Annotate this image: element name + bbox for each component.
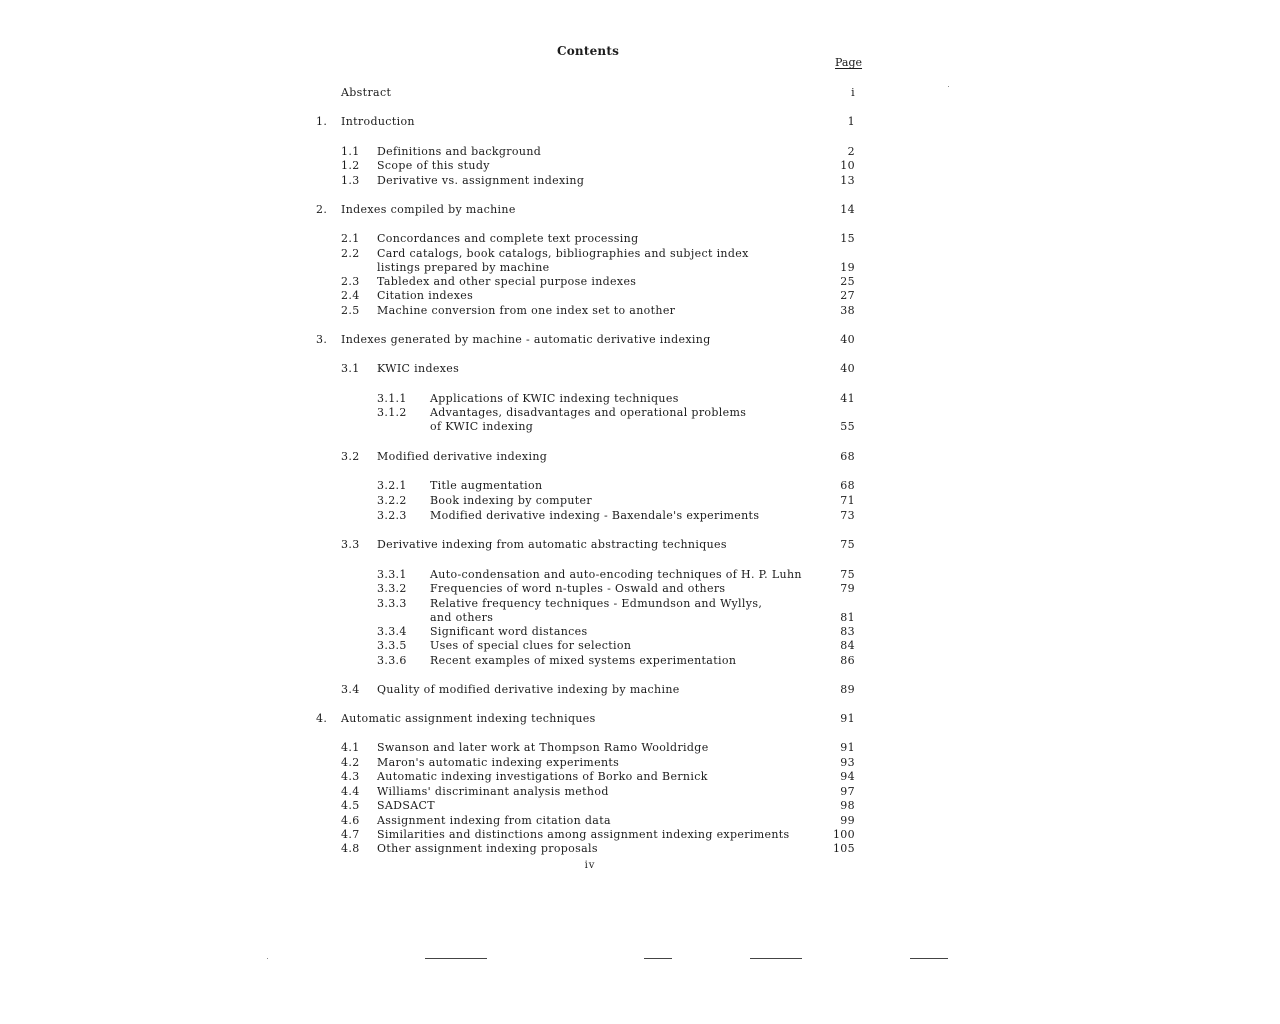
toc-page-number: 14 (840, 203, 855, 216)
toc-page-number: 91 (840, 712, 855, 725)
toc-page-number: 25 (840, 275, 855, 288)
toc-entry[interactable] (0, 159, 1280, 173)
toc-page-number: 86 (840, 654, 855, 667)
toc-page-number: 100 (832, 828, 855, 841)
toc-section-number: 1.2 (341, 159, 360, 172)
toc-section-title: Quality of modified derivative indexing by machine (377, 683, 680, 696)
toc-section-number: 4.1 (341, 741, 360, 754)
toc-section-number: 1. (316, 115, 328, 128)
toc-section-title: Derivative indexing from automatic abstracting techniques (377, 538, 727, 551)
toc-entry[interactable] (0, 828, 1280, 842)
toc-section-title: Williams' discriminant analysis method (377, 785, 609, 798)
toc-section-title: Scope of this study (377, 159, 490, 172)
toc-page-number: 13 (840, 174, 855, 187)
toc-entry[interactable] (0, 247, 1280, 274)
toc-section-number: 4.5 (341, 799, 360, 812)
toc-section-number: 4.2 (341, 756, 360, 769)
toc-entry[interactable] (0, 509, 1280, 523)
scan-artifact-rule (750, 958, 802, 959)
toc-page-number: 10 (840, 159, 855, 172)
toc-section-title: Recent examples of mixed systems experimentation (430, 654, 737, 667)
toc-entry[interactable] (0, 203, 1280, 217)
toc-entry[interactable] (0, 494, 1280, 508)
toc-page-number: 73 (840, 509, 855, 522)
toc-section-title: Indexes compiled by machine (341, 203, 516, 216)
toc-section-title: Book indexing by computer (430, 494, 593, 507)
toc-entry[interactable] (0, 654, 1280, 668)
toc-section-title: Assignment indexing from citation data (377, 814, 611, 827)
toc-section-number: 3.3.1 (377, 568, 407, 581)
toc-entry[interactable] (0, 597, 1280, 624)
toc-entry[interactable] (0, 639, 1280, 653)
toc-entry[interactable] (0, 538, 1280, 552)
toc-entry[interactable] (0, 406, 1280, 433)
toc-page-number: 98 (840, 799, 855, 812)
toc-section-number: 2.1 (341, 232, 360, 245)
toc-section-title: Other assignment indexing proposals (377, 842, 598, 855)
toc-page-number: 1 (847, 115, 855, 128)
toc-entry[interactable] (0, 712, 1280, 726)
toc-entry[interactable] (0, 289, 1280, 303)
toc-section-title: Definitions and background (377, 145, 542, 158)
toc-page-number: 75 (840, 568, 855, 581)
toc-entry[interactable] (0, 304, 1280, 318)
toc-section-title-continuation: and others (430, 611, 494, 624)
toc-page-number: 79 (840, 582, 855, 595)
toc-section-title: Citation indexes (377, 289, 474, 302)
toc-section-title: Introduction (341, 115, 415, 128)
toc-entry[interactable] (0, 756, 1280, 770)
scan-artifact-rule (644, 958, 672, 959)
toc-section-title: Frequencies of word n-tuples - Oswald and others (430, 582, 726, 595)
toc-entry[interactable] (0, 568, 1280, 582)
toc-page-number: 94 (840, 770, 855, 783)
toc-page-number: 84 (840, 639, 855, 652)
toc-section-number: 2.4 (341, 289, 360, 302)
toc-section-number: 3.2 (341, 450, 360, 463)
toc-section-title: SADSACT (377, 799, 435, 812)
toc-section-number: 2. (316, 203, 328, 216)
toc-section-title-continuation: of KWIC indexing (430, 420, 534, 433)
toc-entry[interactable] (0, 333, 1280, 347)
toc-section-title-continuation: listings prepared by machine (377, 261, 550, 274)
toc-page-number: 99 (840, 814, 855, 827)
toc-page-number: 2 (847, 145, 855, 158)
toc-page-number: 15 (840, 232, 855, 245)
toc-page-number: 19 (840, 261, 855, 274)
toc-page-number: 40 (840, 362, 855, 375)
toc-section-title: Card catalogs, book catalogs, bibliographies and subject index (377, 247, 749, 260)
toc-section-number: 3.3.3 (377, 597, 407, 610)
toc-page-number: 93 (840, 756, 855, 769)
toc-section-title: Applications of KWIC indexing techniques (430, 392, 679, 405)
toc-entry[interactable] (0, 86, 1280, 100)
toc-section-title: Concordances and complete text processing (377, 232, 639, 245)
toc-section-title: Automatic assignment indexing techniques (341, 712, 596, 725)
toc-entry[interactable] (0, 785, 1280, 799)
toc-page-number: 41 (840, 392, 855, 405)
toc-section-title: KWIC indexes (377, 362, 460, 375)
toc-page-number: 81 (840, 611, 855, 624)
toc-section-number: 3.3 (341, 538, 360, 551)
toc-entry[interactable] (0, 741, 1280, 755)
toc-section-number: 4.3 (341, 770, 360, 783)
scan-speck (948, 86, 949, 87)
toc-section-title: Relative frequency techniques - Edmundson and Wyllys, (430, 597, 763, 610)
toc-entry[interactable] (0, 450, 1280, 464)
toc-section-number: 2.2 (341, 247, 360, 260)
toc-section-number: 4.4 (341, 785, 360, 798)
toc-page-number: 71 (840, 494, 855, 507)
page-column-header: Page (835, 56, 863, 69)
toc-section-number: 3.3.6 (377, 654, 407, 667)
toc-section-number: 3.3.4 (377, 625, 407, 638)
toc-section-title: Derivative vs. assignment indexing (377, 174, 585, 187)
toc-section-number: 4.8 (341, 842, 360, 855)
toc-section-number: 4. (316, 712, 328, 725)
toc-entry[interactable] (0, 625, 1280, 639)
toc-section-number: 3.4 (341, 683, 360, 696)
toc-section-number: 3.3.5 (377, 639, 407, 652)
toc-section-number: 4.7 (341, 828, 360, 841)
scan-speck (267, 958, 268, 959)
toc-section-title: Modified derivative indexing (377, 450, 548, 463)
toc-section-title: Modified derivative indexing - Baxendale's experiments (430, 509, 760, 522)
page-title: Contents (556, 44, 620, 58)
toc-section-number: 1.3 (341, 174, 360, 187)
toc-entry[interactable] (0, 479, 1280, 493)
toc-section-title: Maron's automatic indexing experiments (377, 756, 620, 769)
toc-section-number: 2.5 (341, 304, 360, 317)
toc-page-number: 91 (840, 741, 855, 754)
toc-section-number: 3.2.2 (377, 494, 407, 507)
toc-entry[interactable] (0, 392, 1280, 406)
toc-section-title: Automatic indexing investigations of Borko and Bernick (377, 770, 708, 783)
toc-section-title: Tabledex and other special purpose indexes (377, 275, 637, 288)
toc-page-number: 97 (840, 785, 855, 798)
toc-entry[interactable] (0, 115, 1280, 129)
toc-section-number: 3.2.1 (377, 479, 407, 492)
toc-section-number: 3.1.1 (377, 392, 407, 405)
toc-page-number: 27 (840, 289, 855, 302)
toc-entry[interactable] (0, 814, 1280, 828)
toc-page-number: 89 (840, 683, 855, 696)
toc-section-title: Swanson and later work at Thompson Ramo Wooldridge (377, 741, 709, 754)
toc-entry[interactable] (0, 582, 1280, 596)
toc-section-number: 3.1 (341, 362, 360, 375)
toc-section-title: Auto-condensation and auto-encoding techniques of H. P. Luhn (430, 568, 802, 581)
toc-section-title: Title augmentation (430, 479, 543, 492)
scan-artifact-rule (910, 958, 948, 959)
toc-section-number: 4.6 (341, 814, 360, 827)
toc-section-number: 3.1.2 (377, 406, 407, 419)
toc-page-number: 68 (840, 450, 855, 463)
toc-section-title: Significant word distances (430, 625, 588, 638)
toc-page-number: 38 (840, 304, 855, 317)
toc-section-number: 1.1 (341, 145, 360, 158)
toc-page-number: i (851, 86, 855, 99)
footer-page-number: iv (584, 860, 596, 871)
toc-entry[interactable] (0, 842, 1280, 856)
toc-entry[interactable] (0, 770, 1280, 784)
toc-page-number: 68 (840, 479, 855, 492)
toc-page-number: 55 (840, 420, 855, 433)
toc-page-number: 40 (840, 333, 855, 346)
toc-entry[interactable] (0, 362, 1280, 376)
toc-section-title: Uses of special clues for selection (430, 639, 632, 652)
toc-section-number: 3.2.3 (377, 509, 407, 522)
toc-page-number: 83 (840, 625, 855, 638)
toc-section-number: 3.3.2 (377, 582, 407, 595)
toc-section-title: Indexes generated by machine - automatic derivative indexing (341, 333, 711, 346)
toc-entry[interactable] (0, 683, 1280, 697)
toc-entry[interactable] (0, 799, 1280, 813)
toc-entry[interactable] (0, 275, 1280, 289)
toc-entry[interactable] (0, 174, 1280, 188)
toc-entry[interactable] (0, 145, 1280, 159)
toc-page-number: 75 (840, 538, 855, 551)
toc-section-title: Machine conversion from one index set to another (377, 304, 676, 317)
toc-section-title: Advantages, disadvantages and operational problems (430, 406, 747, 419)
toc-section-title: Abstract (341, 86, 392, 99)
toc-entry[interactable] (0, 232, 1280, 246)
toc-section-number: 3. (316, 333, 328, 346)
toc-section-title: Similarities and distinctions among assignment indexing experiments (377, 828, 790, 841)
toc-section-number: 2.3 (341, 275, 360, 288)
scan-artifact-rule (425, 958, 487, 959)
toc-page-number: 105 (832, 842, 855, 855)
